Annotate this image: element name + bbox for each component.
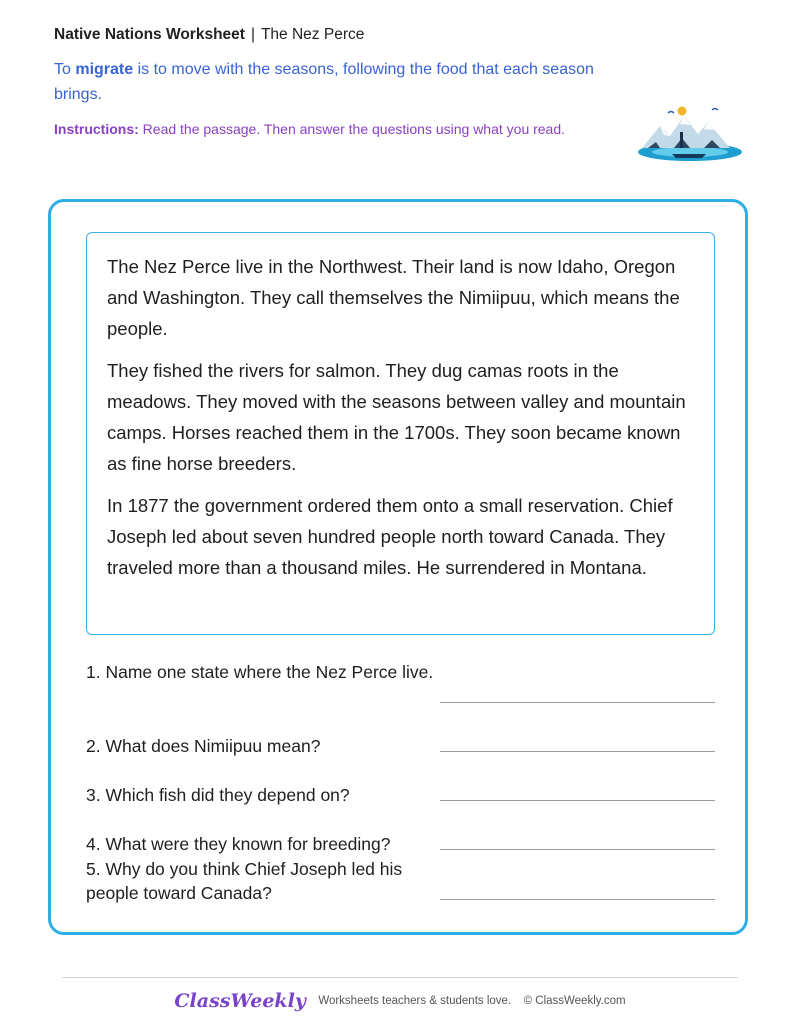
passage-paragraph: They fished the rivers for salmon. They dug camas roots in the meadows. They moved with the seasons between valley and mountain camps. Horses reached them in the 1700s. They soon became known as fine horse breeders. (107, 360, 686, 474)
question-2: 2. What does Nimiipuu mean? (86, 736, 321, 756)
mountain-lake-illustration-icon (634, 102, 744, 170)
worksheet-header (54, 26, 364, 44)
answer-line-3[interactable] (440, 800, 715, 801)
brand-logo: ClassWeekly (174, 990, 306, 1012)
answer-line-5[interactable] (440, 899, 715, 900)
instructions (54, 118, 584, 141)
answer-line-4[interactable] (440, 849, 715, 850)
question-3: 3. Which fish did they depend on? (86, 785, 350, 805)
header-separator: | (250, 26, 255, 43)
vocab-definition-text: is to move with the seasons, following the food that each season brings. (54, 61, 594, 103)
footer-divider (62, 977, 738, 978)
answer-line-2[interactable] (440, 751, 715, 752)
reading-passage (86, 232, 715, 635)
answer-line-1[interactable] (440, 702, 715, 703)
footer-copyright: © ClassWeekly.com (523, 995, 626, 1007)
footer-tagline: Worksheets teachers & students love. (318, 995, 512, 1007)
vocab-term: migrate (75, 61, 134, 78)
worksheet-subtitle: The Nez Perce (260, 26, 365, 43)
instructions-text: Read the passage. Then answer the questions using what you read. (142, 121, 566, 137)
question-1: 1. Name one state where the Nez Perce live. (86, 662, 434, 682)
instructions-label: Instructions: (54, 121, 139, 137)
question-5: 5. Why do you think Chief Joseph led his people toward Canada? (86, 859, 403, 903)
vocab-prefix: To (54, 61, 71, 78)
worksheet-title: Native Nations Worksheet (54, 26, 245, 43)
vocabulary-definition (54, 57, 594, 107)
question-4: 4. What were they known for breeding? (86, 834, 391, 854)
passage-paragraph: The Nez Perce live in the Northwest. Their land is now Idaho, Oregon and Washington. They call themselves the Nimiipuu, which means the people. (107, 256, 680, 339)
passage-paragraph: In 1877 the government ordered them onto a small reservation. Chief Joseph led about seven hundred people north toward Canada. They traveled more than a thousand miles. He surrendered in Montana. (107, 495, 673, 578)
footer (0, 990, 800, 1012)
